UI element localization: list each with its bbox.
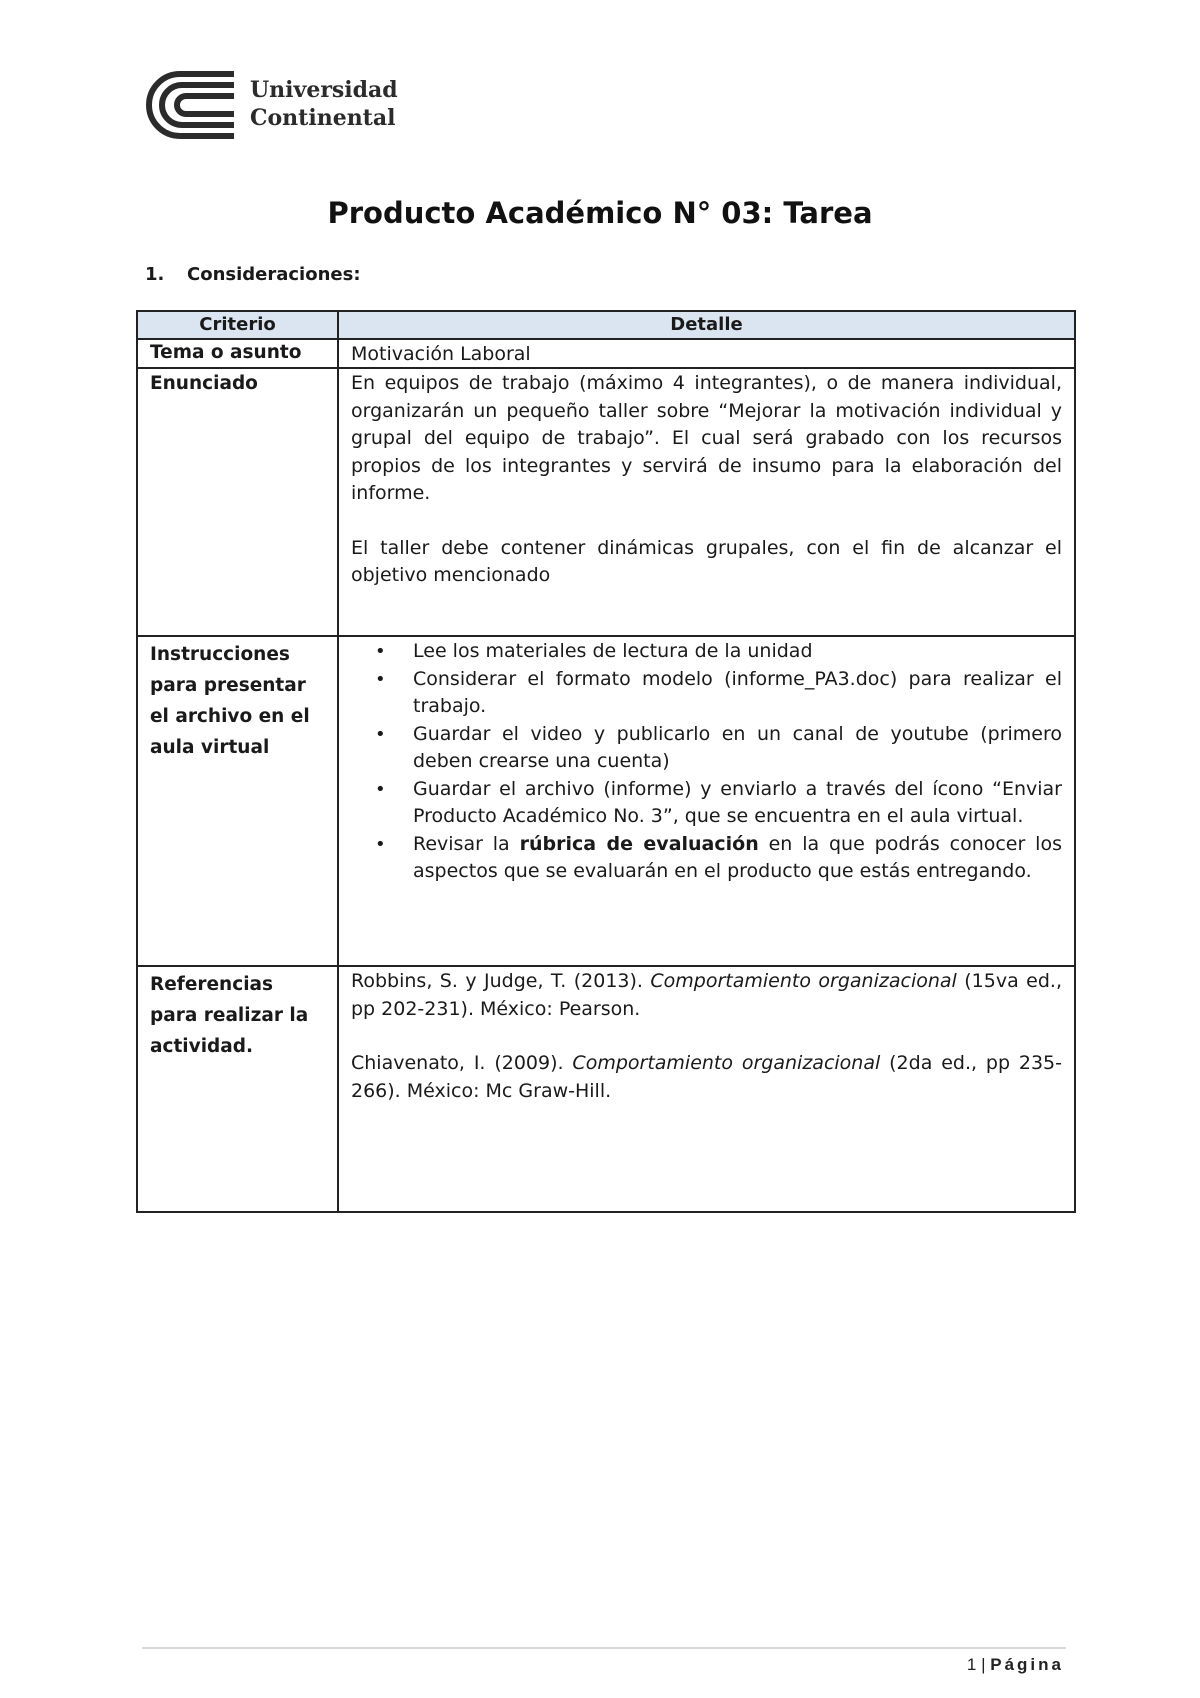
list-item: • Lee los materiales de lectura de la unidad [413, 638, 1062, 666]
page-number: 1 [966, 1655, 977, 1674]
instrucciones-label-line-2: para presentar [150, 675, 306, 696]
considerations-table [136, 310, 1076, 1213]
university-logo [142, 70, 402, 140]
instructions-list [351, 638, 1062, 886]
list-item: • Guardar el archivo (informe) y enviarlo a través del ícono “Enviar Producto Académico No. 3”, que se encuentra en el aula virtual. [375, 777, 1062, 827]
instrucciones-label-line-3: el archivo en el [150, 706, 310, 727]
logo-text [250, 76, 398, 132]
table-header-row [137, 311, 1075, 339]
enunciado-paragraph-1: En equipos de trabajo (máximo 4 integrantes), o de manera individual, organizarán un pequeño taller sobre “Mejorar la motivación individual y grupal del equipo de trabajo”. El cual será grabado con los recursos propios de los integrantes y servirá de insumo para la elaboración del informe. [351, 372, 1062, 504]
criterio-instrucciones [137, 636, 338, 966]
enunciado-paragraph-2: El taller debe contener dinámicas grupales, con el fin de alcanzar el objetivo mencionado [351, 536, 1062, 586]
list-item: • Revisar la rúbrica de evaluación en la que podrás conocer los aspectos que se evaluarán en el producto que estás entregando. [375, 832, 1062, 882]
bullet-icon: • [375, 778, 386, 800]
reference-1-title: Comportamiento organizacional [650, 970, 957, 992]
section-number: 1. [145, 264, 165, 285]
reference-2: Chiavenato, I. (2009). Comportamiento organizacional (2da ed., pp 235-266). México: Mc Graw-Hill. [351, 1052, 1062, 1102]
logo-line-1: Universidad [250, 77, 398, 103]
referencias-label-line-2: para realizar la [150, 1005, 309, 1026]
reference-2-title: Comportamiento organizacional [572, 1052, 881, 1074]
university-continental-c-mark-icon [142, 70, 238, 140]
instrucciones-label-line-1: Instrucciones [150, 644, 290, 665]
page-word: Página [990, 1655, 1064, 1674]
rubric-emphasis: rúbrica de evaluación [519, 832, 759, 855]
document-title: Producto Académico N° 03: Tarea [327, 196, 873, 230]
detalle-referencias [338, 966, 1075, 1212]
footer-divider [142, 1647, 1066, 1649]
list-item: • Guardar el video y publicarlo en un canal de youtube (primero deben crearse una cuenta) [375, 722, 1062, 772]
bullet-icon: • [375, 833, 386, 855]
reference-1: Robbins, S. y Judge, T. (2013). Comportamiento organizacional (15va ed., pp 202-231). México: Pearson. [351, 970, 1062, 1020]
referencias-label-line-3: actividad. [150, 1036, 254, 1057]
list-item: • Considerar el formato modelo (informe_PA3.doc) para realizar el trabajo. [375, 667, 1062, 717]
criterio-tema: Tema o asunto [137, 339, 338, 368]
bullet-icon: • [375, 641, 386, 662]
section-label: Consideraciones: [187, 264, 361, 285]
bullet-icon: • [375, 723, 386, 745]
table-row-instrucciones [137, 636, 1075, 966]
bullet-icon: • [375, 668, 386, 690]
logo-line-2: Continental [250, 105, 396, 131]
criterio-referencias [137, 966, 338, 1212]
detalle-tema: Motivación Laboral [338, 339, 1075, 368]
criterio-enunciado: Enunciado [137, 368, 338, 636]
referencias-label-line-1: Referencias [150, 974, 274, 995]
detalle-enunciado [338, 368, 1075, 636]
section-heading [145, 264, 361, 285]
table-row-tema [137, 339, 1075, 368]
detalle-instrucciones [338, 636, 1075, 966]
page-footer [967, 1655, 1064, 1675]
column-header-criterio: Criterio [137, 311, 338, 339]
table-row-enunciado [137, 368, 1075, 636]
page-separator: | [981, 1655, 986, 1674]
column-header-detalle: Detalle [338, 311, 1075, 339]
table-row-referencias [137, 966, 1075, 1212]
instrucciones-label-line-4: aula virtual [150, 737, 270, 758]
